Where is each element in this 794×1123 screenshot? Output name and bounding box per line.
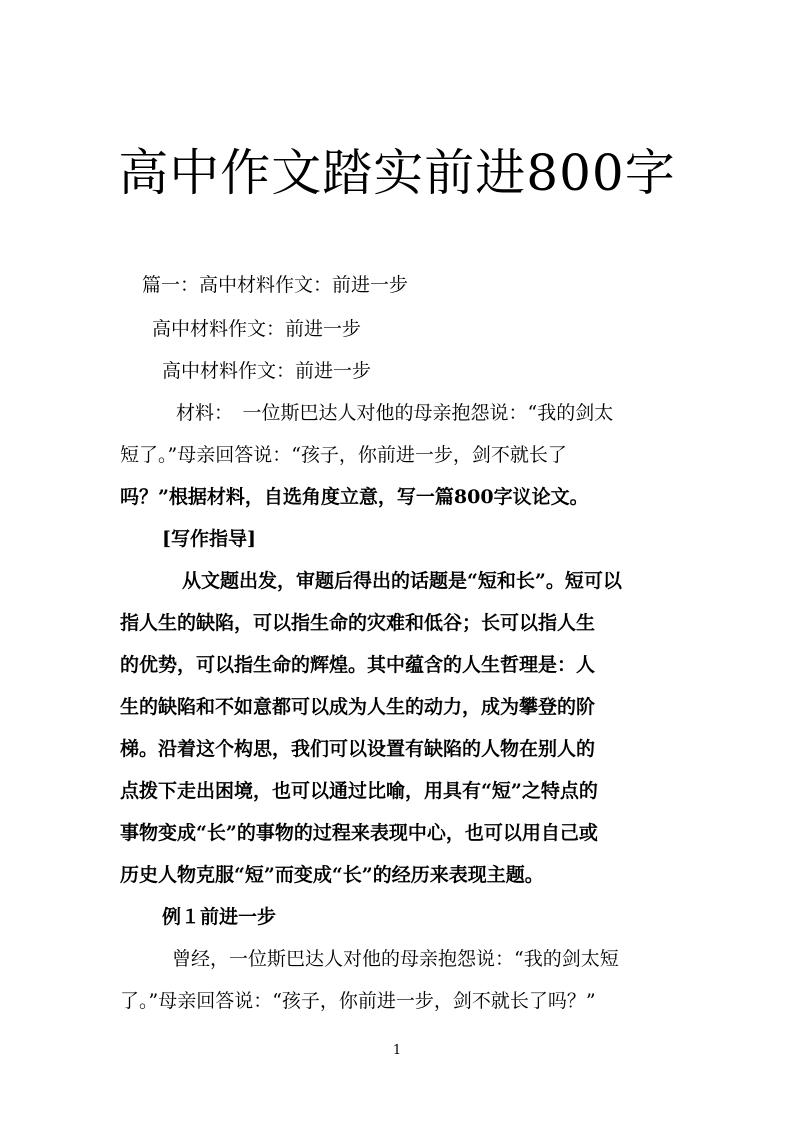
guide-line: 梯。沿着这个构思，我们可以设置有缺陷的人物在别人的 [120, 738, 596, 760]
section-heading-1: 篇一：高中材料作文：前进一步 [142, 274, 409, 296]
guide-line: 点拨下走出困境，也可以通过比喻，用具有“短”之特点的 [120, 780, 598, 802]
guide-line: 生的缺陷和不如意都可以成为人生的动力，成为攀登的阶 [120, 696, 596, 718]
material-line: 短了。”母亲回答说：“孩子，你前进一步，剑不就长了 [120, 444, 567, 466]
guide-line: 指人生的缺陷，可以指生命的灾难和低谷；长可以指人生 [120, 612, 596, 634]
guide-line: 历史人物克服“短”而变成“长”的经历来表现主题。 [120, 864, 544, 886]
section-heading-3: 高中材料作文：前进一步 [162, 360, 372, 382]
example-line: 曾经，一位斯巴达人对他的母亲抱怨说：“我的剑太短 [172, 948, 619, 970]
guide-line: 从文题出发，审题后得出的话题是“短和长”。短可以 [182, 570, 622, 592]
guide-heading: [写作指导] [162, 528, 256, 550]
guide-line: 的优势，可以指生命的辉煌。其中蕴含的人生哲理是：人 [120, 654, 596, 676]
page-number: 1 [392, 1043, 402, 1058]
section-heading-2: 高中材料作文：前进一步 [152, 318, 362, 340]
example-heading: 例１前进一步 [162, 906, 277, 928]
material-line: 吗？”根据材料，自选角度立意，写一篇800字议论文。 [120, 486, 589, 508]
example-line: 了。”母亲回答说：“孩子，你前进一步，剑不就长了吗？” [120, 990, 596, 1012]
material-line: 材料： 一位斯巴达人对他的母亲抱怨说：“我的剑太 [176, 402, 614, 424]
document-title: 高中作文踏实前进800字 [118, 144, 676, 202]
guide-line: 事物变成“长”的事物的过程来表现中心，也可以用自己或 [120, 822, 598, 844]
